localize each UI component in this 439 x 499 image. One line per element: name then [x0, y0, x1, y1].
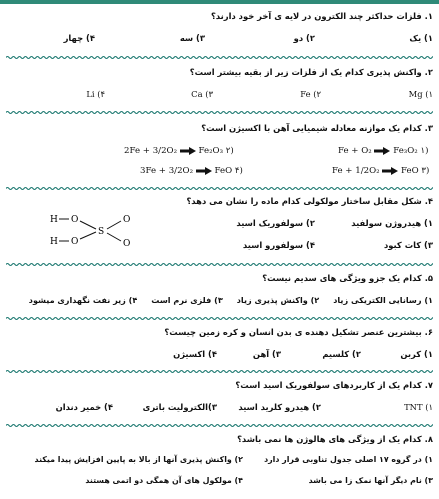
wavy-line-icon	[6, 186, 433, 191]
divider	[6, 262, 433, 267]
divider	[6, 423, 433, 428]
q6-option-4[interactable]: ۴) اکسیژن	[173, 349, 217, 359]
q3-option-4-number: ۴)	[234, 166, 243, 176]
bond	[80, 221, 96, 229]
wavy-line-icon	[6, 110, 433, 115]
q5-option-2[interactable]: ۲) واکنش پذیری زیاد	[236, 295, 320, 305]
q4-option-4[interactable]: ۴) سولفورو اسید	[242, 240, 315, 250]
question-1-stem: ۱. فلزات حداکثر چند الکترون در لایه ی آخر خود دارند؟	[210, 11, 433, 21]
q4-option-2[interactable]: ۲) سولفوریک اسید	[236, 218, 315, 228]
q8-option-1[interactable]: ۱) در گروه ۱۷ اصلی جدول تناوبی قرار دارد	[264, 455, 433, 464]
atom-h1: H	[50, 215, 58, 225]
wavy-line-icon	[6, 369, 433, 374]
divider	[6, 316, 433, 321]
reaction-arrow-icon	[180, 147, 196, 155]
atom-s: S	[98, 227, 105, 237]
q8-option-2[interactable]: ۲) واکنش پذیری آنها از بالا به پایین افزایش پیدا میکند	[34, 455, 243, 464]
question-6-options	[6, 349, 433, 359]
question-7-stem: ۷. کدام یک از کاربردهای سولفوریک اسید است؟	[235, 380, 433, 390]
question-2-stem: ۲. واکنش پذیری کدام یک از فلزات زیر از بقیه بیشتر است؟	[189, 67, 433, 77]
q3-option-4[interactable]	[140, 166, 243, 176]
q3-option-2-reactants: 2Fe + 3/2O₂	[124, 146, 178, 156]
q2-option-4[interactable]: Li (۴	[86, 89, 105, 99]
atom-h2: H	[50, 237, 58, 247]
reaction-arrow-icon	[382, 167, 398, 175]
question-3-stem: ۳. کدام یک موازنه معادله شیمیایی آهن با اکسیژن است؟	[201, 123, 433, 133]
atom-o2: O	[71, 237, 79, 247]
q3-option-1-product: Fe₃O₂	[393, 146, 418, 156]
q4-option-1[interactable]: ۱) هیدروژن سولفید	[351, 218, 433, 228]
question-5-options	[6, 295, 433, 305]
wavy-line-icon	[6, 423, 433, 428]
q1-option-2[interactable]: ۲) دو	[293, 33, 315, 43]
q7-option-1[interactable]: TNT (۱	[404, 402, 433, 412]
wavy-line-icon	[6, 55, 433, 60]
q3-option-3-reactants: Fe + 1/2O₂	[332, 166, 380, 176]
q1-option-4[interactable]: ۴) چهار	[63, 33, 95, 43]
q1-option-3[interactable]: ۳) سه	[179, 33, 205, 43]
q5-option-3[interactable]: ۳) فلزی نرم است	[151, 295, 223, 305]
atom-o4: O	[123, 239, 131, 249]
top-color-bar	[0, 0, 439, 4]
question-5-stem: ۵. کدام یک جزو ویژگی های سدیم نیست؟	[262, 273, 433, 283]
q5-option-1[interactable]: ۱) رسانایی الکتریکی زیاد	[333, 295, 433, 305]
atom-o3: O	[123, 215, 131, 225]
q3-option-1[interactable]	[338, 146, 428, 156]
q2-option-3[interactable]: Ca (۳	[191, 89, 213, 99]
q7-option-2[interactable]: ۲) هیدرو کلرید اسید	[238, 402, 321, 412]
divider	[6, 186, 433, 191]
q3-option-2-product: Fe₂O₃	[198, 146, 224, 156]
question-7-options	[6, 402, 433, 412]
q3-option-3[interactable]	[332, 166, 429, 176]
question-6-stem: ۶. بیشترین عنصر تشکیل دهنده ی بدن انسان و کره زمین چیست؟	[164, 327, 433, 337]
bond	[107, 221, 121, 229]
wavy-line-icon	[6, 262, 433, 267]
divider	[6, 110, 433, 115]
q3-option-3-product: FeO	[401, 166, 419, 176]
q1-option-1[interactable]: ۱) یک	[409, 33, 433, 43]
reaction-arrow-icon	[196, 167, 212, 175]
q7-option-4[interactable]: ۴) خمیر دندان	[55, 402, 113, 412]
sulfurous-acid-structure-diagram	[48, 200, 168, 252]
bond	[80, 232, 96, 239]
q3-option-2[interactable]	[124, 146, 234, 156]
q3-option-1-number: ۱)	[420, 146, 429, 156]
bond	[107, 233, 121, 241]
q3-option-4-product: FeO	[214, 166, 233, 176]
q5-option-4[interactable]: ۴) زیر نفت نگهداری میشود	[28, 295, 138, 305]
question-1-options	[6, 33, 433, 43]
q6-option-3[interactable]: ۳) آهن	[252, 349, 281, 359]
question-4-stem: ۴. شکل مقابل ساختار مولکولی کدام ماده را نشان می دهد؟	[186, 196, 433, 206]
q4-option-3[interactable]: ۳) کات کبود	[383, 240, 433, 250]
wavy-line-icon	[6, 316, 433, 321]
divider	[6, 55, 433, 60]
question-2-options	[6, 89, 433, 99]
q6-option-1[interactable]: ۱) کربن	[400, 349, 433, 359]
q8-option-4[interactable]: ۴) مولکول های آن همگی دو اتمی هستند	[85, 476, 243, 485]
q3-option-3-number: ۳)	[421, 166, 430, 176]
q3-option-2-number: ۲)	[225, 146, 234, 156]
q2-option-1[interactable]: Mg (۱	[408, 89, 433, 99]
q2-option-2[interactable]: Fe (۲	[300, 89, 321, 99]
divider	[6, 369, 433, 374]
q3-option-4-reactants: 3Fe + 3/2O₂	[140, 166, 194, 176]
question-8-stem: ۸. کدام یک از ویژگی های هالوژن ها نمی باشد؟	[237, 434, 433, 444]
atom-o1: O	[71, 215, 79, 225]
reaction-arrow-icon	[374, 147, 390, 155]
q6-option-2[interactable]: ۲) کلسیم	[322, 349, 361, 359]
q8-option-3[interactable]: ۳) نام دیگر آنها نمک زا می باشد	[308, 476, 433, 485]
q3-option-1-reactants: Fe + O₂	[338, 146, 372, 156]
q7-option-3[interactable]: ۳)الکترولیت باتری	[142, 402, 217, 412]
